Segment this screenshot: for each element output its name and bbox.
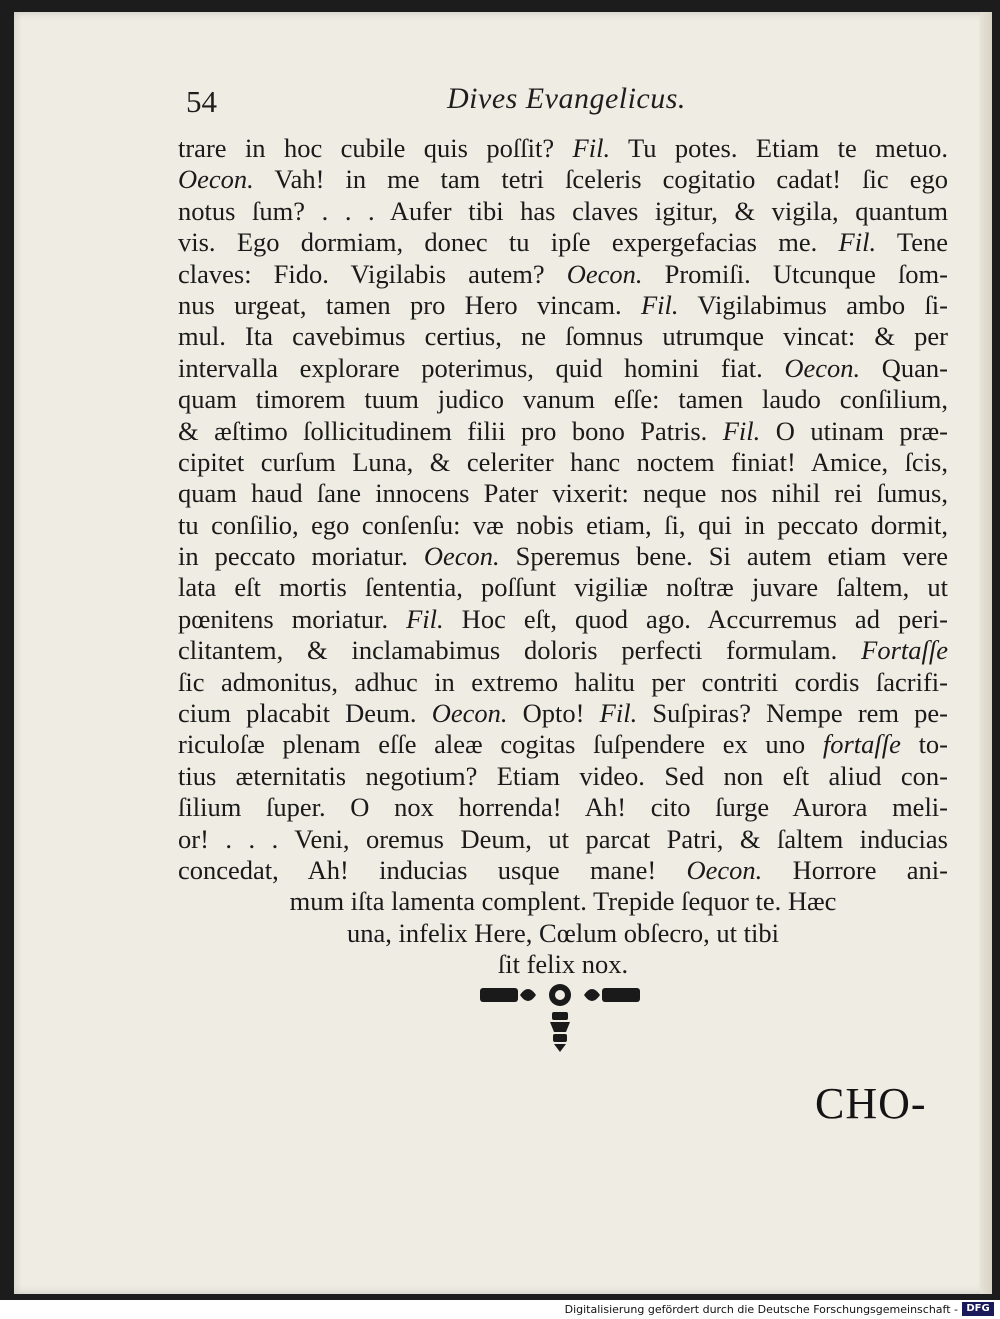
text-run: vis. Ego dormiam, donec tu ipſe expergefacias me. (178, 227, 839, 258)
text-run: quam haud ſane innocens Pater vixerit: neque nos nihil rei ſumus, (178, 478, 948, 509)
text-run: Suſpiras? Nempe rem pe- (637, 698, 949, 729)
fleuron-ornament-icon (470, 978, 650, 1058)
text-line (178, 259, 948, 290)
text-line (178, 164, 948, 195)
page-header (172, 80, 772, 124)
text-line (178, 729, 948, 760)
text-line (178, 384, 948, 415)
text-run: Tene (876, 227, 949, 258)
speaker-name: Fil. (722, 415, 761, 446)
speaker-name: fortaſſe (822, 729, 901, 760)
catchword: CHO- (815, 1079, 927, 1128)
text-run: Hoc eſt, quod ago. Accurremus ad peri- (443, 603, 948, 634)
text-line (178, 572, 948, 603)
text-line (178, 416, 948, 447)
text-run: claves: Fido. Vigilabis autem? (178, 258, 567, 289)
body-text (178, 133, 948, 981)
text-run: concedat, Ah! inducias usque mane! (178, 854, 687, 885)
text-line (178, 667, 948, 698)
text-run: O utinam præ- (760, 415, 949, 446)
text-run: Vah! in me tam tetri ſceleris cogitatio cadat! ſic ego (253, 164, 948, 195)
closing-line: ſit felix nox. (497, 949, 629, 980)
text-line (178, 824, 948, 855)
closing-line: una, infelix Here, Cœlum obſecro, ut tibi (347, 917, 779, 948)
page-number: 54 (186, 84, 217, 119)
text-line (178, 353, 948, 384)
digitization-credit: Digitalisierung gefördert durch die Deutsche Forschungsgemeinschaft - (564, 1303, 958, 1316)
text-line (178, 698, 948, 729)
text-run: Tu potes. Etiam te metuo. (610, 133, 949, 163)
text-run: Quan- (860, 352, 948, 383)
running-title: Dives Evangelicus. (447, 82, 686, 115)
speaker-name: Fil. (641, 289, 679, 320)
text-line (178, 290, 948, 321)
text-run: lata eſt mortis ſententia, poſſunt vigiliæ noſtræ juvare ſaltem, ut (178, 572, 948, 603)
speaker-name: Oecon. (686, 854, 763, 885)
speaker-name: Oecon. (178, 164, 254, 195)
text-run: or! . . . Veni, oremus Deum, ut parcat Patri, & ſaltem inducias (178, 823, 948, 854)
text-run: quam timorem tuum judico vanum eſſe: tamen laudo conſilium, (178, 384, 948, 415)
text-run: to- (900, 729, 949, 760)
text-run: pœnitens moriatur. (178, 603, 407, 634)
speaker-name: Fortaſſe (861, 635, 948, 666)
text-line (178, 604, 948, 635)
text-run: tius æternitatis negotium? Etiam video. Sed non eſt aliud con- (178, 760, 948, 791)
text-run: tu conſilio, ego conſenſu: væ nobis etiam, ſi, qui in peccato dormit, (178, 509, 948, 540)
text-run: mul. Ita cavebimus certius, ne ſomnus utrumque vincat: & per (178, 321, 948, 352)
text-line (178, 761, 948, 792)
speaker-name: Oecon. (423, 541, 500, 572)
text-run: cipitet curſum Luna, & celeriter hanc noctem finiat! Amice, ſcis, (178, 446, 948, 477)
text-run: notus ſum? . . . Aufer tibi has claves igitur, & vigila, quantum (178, 195, 948, 226)
speaker-name: Oecon. (431, 698, 508, 729)
dfg-logo: DFG (962, 1302, 994, 1316)
text-run: intervalla explorare poterimus, quid homini fiat. (178, 352, 785, 383)
text-run: ſic admonitus, adhuc in extremo halitu per contriti cordis ſacrifi- (178, 666, 948, 697)
speaker-name: Oecon. (566, 258, 643, 289)
text-line (178, 227, 948, 258)
text-run: & æſtimo ſollicitudinem filii pro bono Patris. (178, 415, 723, 446)
text-run: Horrore ani- (762, 854, 948, 885)
text-run: Opto! (507, 698, 600, 729)
text-line (178, 855, 948, 886)
text-line (178, 792, 948, 823)
text-line (178, 510, 948, 541)
text-run: Promiſi. Utcunque ſom- (642, 258, 948, 289)
speaker-name: Fil. (572, 133, 611, 163)
speaker-name: Fil. (599, 698, 638, 729)
closing-line: mum iſta lamenta complent. Trepide ſequor te. Hæc (289, 886, 837, 917)
text-run: nus urgeat, tamen pro Hero vincam. (178, 289, 641, 320)
text-run: in peccato moriatur. (178, 541, 424, 572)
text-run: Speremus bene. Si autem etiam vere (499, 541, 948, 572)
text-line (178, 321, 948, 352)
text-line (178, 478, 948, 509)
text-run: ſilium ſuper. O nox horrenda! Ah! cito ſurge Aurora meli- (178, 792, 948, 823)
text-line (178, 447, 948, 478)
text-line (178, 196, 948, 227)
text-run: Vigilabimus ambo ſi- (678, 289, 948, 320)
speaker-name: Oecon. (784, 352, 861, 383)
text-line (178, 635, 948, 666)
text-run: cium placabit Deum. (178, 698, 432, 729)
text-line (178, 541, 948, 572)
speaker-name: Fil. (838, 227, 877, 258)
speaker-name: Fil. (406, 603, 444, 634)
text-line (178, 133, 948, 164)
text-run: trare in hoc cubile quis poſſit? (178, 133, 573, 163)
page-edge (980, 12, 992, 1294)
text-run: riculoſæ plenam eſſe aleæ cogitas ſuſpendere ex uno (178, 729, 823, 760)
text-run: clitantem, & inclamabimus doloris perfecti formulam. (178, 635, 862, 666)
